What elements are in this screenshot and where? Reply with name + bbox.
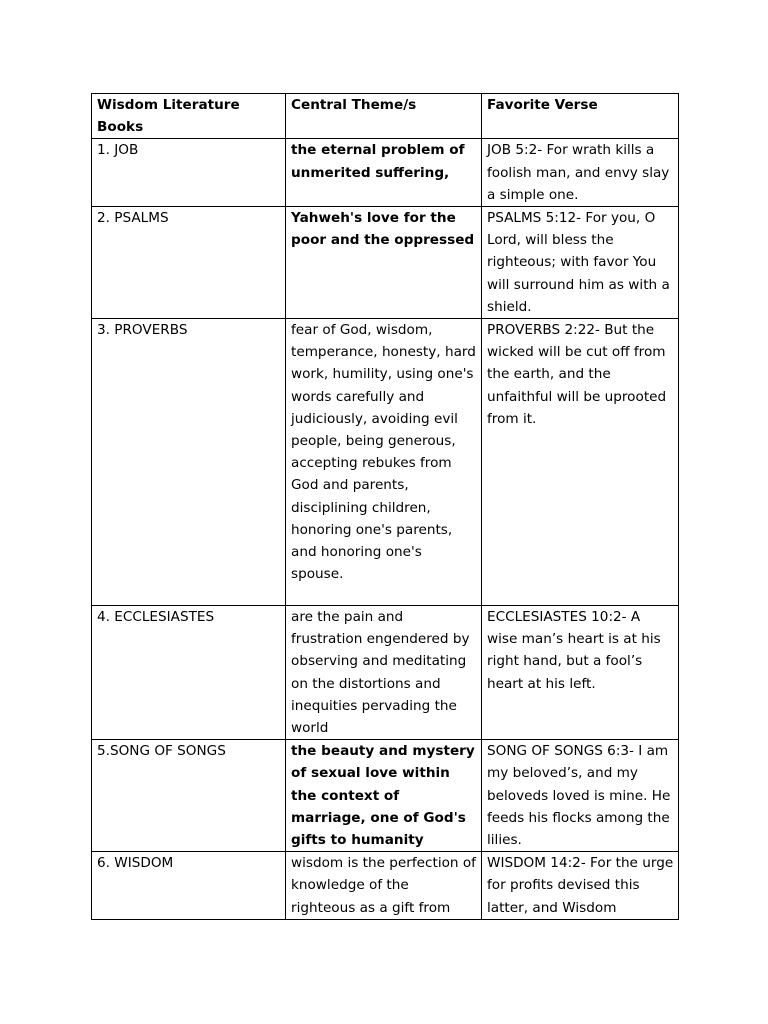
- book-cell: [92, 207, 286, 319]
- central-theme: fear of God, wisdom, temperance, honesty, hard work, humility, using one's words carefully and judiciously, avoiding evil people, being generous, accepting rebukes from God and parents, disciplining children, honoring one's parents, and honoring one's spouse.: [291, 322, 476, 583]
- table-header-row: [92, 94, 679, 139]
- book-name: 2. PSALMS: [97, 210, 169, 227]
- wisdom-literature-table: [91, 93, 679, 920]
- header-theme-label: Central Theme/s: [291, 97, 417, 113]
- favorite-verse: SONG OF SONGS 6:3- I am my beloved’s, and my beloveds loved is mine. He feeds his flocks among the lilies.: [487, 743, 671, 849]
- header-cell-verse: [482, 94, 679, 139]
- favorite-verse: JOB 5:2- For wrath kills a foolish man, and envy slay a simple one.: [487, 142, 670, 203]
- central-theme: are the pain and frustration engendered by observing and meditating on the distortions and inequities pervading the world: [291, 609, 470, 737]
- header-cell-book: [92, 94, 286, 139]
- table-row: [92, 139, 679, 207]
- header-book-label: Wisdom Literature Books: [97, 97, 240, 136]
- book-cell: [92, 852, 286, 920]
- theme-cell: [286, 606, 482, 740]
- central-theme: Yahweh's love for the poor and the oppressed: [291, 210, 475, 249]
- central-theme: the beauty and mystery of sexual love within the context of marriage, one of God's gifts to humanity: [291, 743, 475, 849]
- table-row: [92, 740, 679, 852]
- favorite-verse: PROVERBS 2:22- But the wicked will be cut off from the earth, and the unfaithful will be uprooted from it.: [487, 322, 667, 427]
- book-name: 1. JOB: [97, 142, 139, 159]
- verse-cell: [482, 852, 679, 920]
- verse-cell: [482, 319, 679, 606]
- theme-cell: [286, 207, 482, 319]
- book-name: 3. PROVERBS: [97, 322, 188, 339]
- verse-cell: [482, 139, 679, 207]
- verse-cell: [482, 207, 679, 319]
- favorite-verse: WISDOM 14:2- For the urge for profits devised this latter, and Wisdom: [487, 855, 674, 916]
- theme-cell: [286, 852, 482, 920]
- central-theme: wisdom is the perfection of knowledge of the righteous as a gift from: [291, 855, 476, 916]
- book-cell: [92, 139, 286, 207]
- book-cell: [92, 319, 286, 606]
- table-row: [92, 606, 679, 740]
- header-verse-label: Favorite Verse: [487, 97, 598, 113]
- book-name: 6. WISDOM: [97, 855, 174, 872]
- verse-cell: [482, 606, 679, 740]
- header-cell-theme: [286, 94, 482, 139]
- verse-cell: [482, 740, 679, 852]
- central-theme: the eternal problem of unmerited suffering,: [291, 142, 465, 181]
- book-name: 4. ECCLESIASTES: [97, 609, 215, 626]
- book-name: 5.SONG OF SONGS: [97, 743, 226, 760]
- table-row: [92, 319, 679, 606]
- theme-cell: [286, 740, 482, 852]
- book-cell: [92, 606, 286, 740]
- book-cell: [92, 740, 286, 852]
- table-row: [92, 207, 679, 319]
- table-row: [92, 852, 679, 920]
- theme-cell: [286, 139, 482, 207]
- favorite-verse: PSALMS 5:12- For you, O Lord, will bless the righteous; with favor You will surround him as with a shield.: [487, 210, 670, 315]
- favorite-verse: ECCLESIASTES 10:2- A wise man’s heart is at his right hand, but a fool’s heart at his left.: [487, 609, 661, 692]
- theme-cell: [286, 319, 482, 606]
